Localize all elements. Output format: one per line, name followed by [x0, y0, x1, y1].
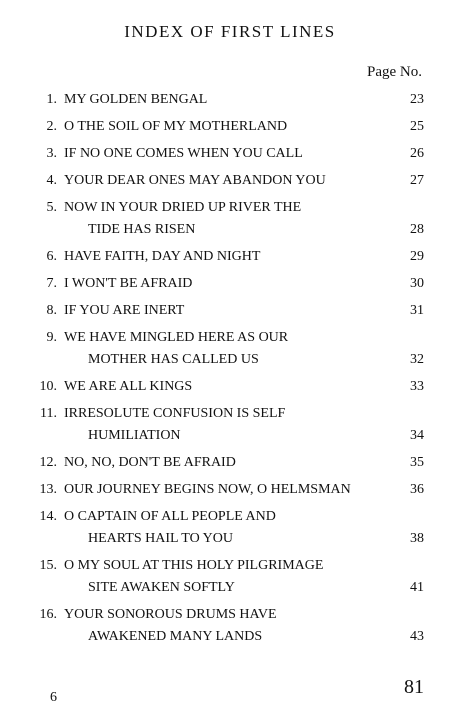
entry-number: 3.	[46, 146, 57, 161]
entry-first-line: IF NO ONE COMES WHEN YOU CALL	[64, 146, 303, 161]
index-entry	[0, 300, 460, 322]
entry-first-line: OUR JOURNEY BEGINS NOW, O HELMSMAN	[64, 482, 351, 497]
entry-number: 13.	[39, 482, 57, 497]
entry-page-number: 29	[410, 249, 424, 264]
entry-page-number: 27	[410, 173, 424, 188]
entry-first-line: O MY SOUL AT THIS HOLY PILGRIMAGE	[64, 558, 324, 573]
folio-page-number: 81	[404, 676, 424, 698]
index-entry	[0, 452, 460, 474]
entry-number: 15.	[39, 558, 57, 573]
page-no-column-header: Page No.	[367, 64, 422, 80]
entry-page-number: 32	[410, 352, 424, 367]
entry-continuation-line: MOTHER HAS CALLED US	[88, 352, 259, 367]
index-entry	[0, 403, 460, 447]
entry-number: 9.	[46, 330, 57, 345]
sheet-number: 6	[50, 690, 57, 705]
entry-first-line: O THE SOIL OF MY MOTHERLAND	[64, 119, 288, 134]
entry-number: 12.	[39, 455, 57, 470]
index-entry	[0, 197, 460, 241]
index-entry	[0, 116, 460, 138]
entry-first-line: NO, NO, DON'T BE AFRAID	[64, 455, 236, 470]
entry-page-number: 43	[410, 629, 424, 644]
entry-continuation-line: HUMILIATION	[88, 428, 181, 443]
entry-page-number: 31	[410, 303, 424, 318]
entry-first-line: IF YOU ARE INERT	[64, 303, 185, 318]
index-entry	[0, 327, 460, 371]
entry-page-number: 35	[410, 455, 424, 470]
entry-number: 10.	[39, 379, 57, 394]
entry-page-number: 41	[410, 580, 424, 595]
index-entry	[0, 376, 460, 398]
entry-number: 6.	[46, 249, 57, 264]
entry-continuation-line: SITE AWAKEN SOFTLY	[88, 580, 235, 595]
entry-page-number: 36	[410, 482, 424, 497]
page-title: INDEX OF FIRST LINES	[124, 22, 336, 41]
entry-number: 8.	[46, 303, 57, 318]
entry-first-line: O CAPTAIN OF ALL PEOPLE AND	[64, 509, 276, 524]
entry-page-number: 34	[410, 428, 424, 443]
entry-page-number: 25	[410, 119, 424, 134]
entry-first-line: YOUR SONOROUS DRUMS HAVE	[64, 607, 277, 622]
entry-number: 4.	[46, 173, 57, 188]
entry-continuation-line: HEARTS HAIL TO YOU	[88, 531, 233, 546]
entry-first-line: I WON'T BE AFRAID	[64, 276, 193, 291]
entry-number: 11.	[40, 406, 57, 421]
entry-first-line: HAVE FAITH, DAY AND NIGHT	[64, 249, 261, 264]
entry-first-line: MY GOLDEN BENGAL	[64, 92, 208, 107]
entry-first-line: WE HAVE MINGLED HERE AS OUR	[64, 330, 289, 345]
entry-continuation-line: TIDE HAS RISEN	[88, 222, 196, 237]
entry-page-number: 38	[410, 531, 424, 546]
entry-number: 16.	[39, 607, 57, 622]
entry-page-number: 33	[410, 379, 424, 394]
entry-number: 1.	[46, 92, 57, 107]
entry-number: 5.	[46, 200, 57, 215]
index-entry	[0, 555, 460, 599]
index-list	[0, 89, 460, 653]
index-entry	[0, 273, 460, 295]
entry-continuation-line: AWAKENED MANY LANDS	[88, 629, 263, 644]
entry-first-line: IRRESOLUTE CONFUSION IS SELF	[64, 406, 286, 421]
entry-page-number: 30	[410, 276, 424, 291]
entry-first-line: YOUR DEAR ONES MAY ABANDON YOU	[64, 173, 326, 188]
index-entry	[0, 479, 460, 501]
entry-number: 2.	[46, 119, 57, 134]
entry-page-number: 23	[410, 92, 424, 107]
index-entry	[0, 506, 460, 550]
index-entry	[0, 170, 460, 192]
entry-first-line: WE ARE ALL KINGS	[64, 379, 193, 394]
index-entry	[0, 143, 460, 165]
entry-page-number: 26	[410, 146, 424, 161]
index-entry	[0, 604, 460, 648]
entry-number: 7.	[46, 276, 57, 291]
index-entry	[0, 89, 460, 111]
entry-page-number: 28	[410, 222, 424, 237]
entry-first-line: NOW IN YOUR DRIED UP RIVER THE	[64, 200, 302, 215]
entry-number: 14.	[39, 509, 57, 524]
index-entry	[0, 246, 460, 268]
